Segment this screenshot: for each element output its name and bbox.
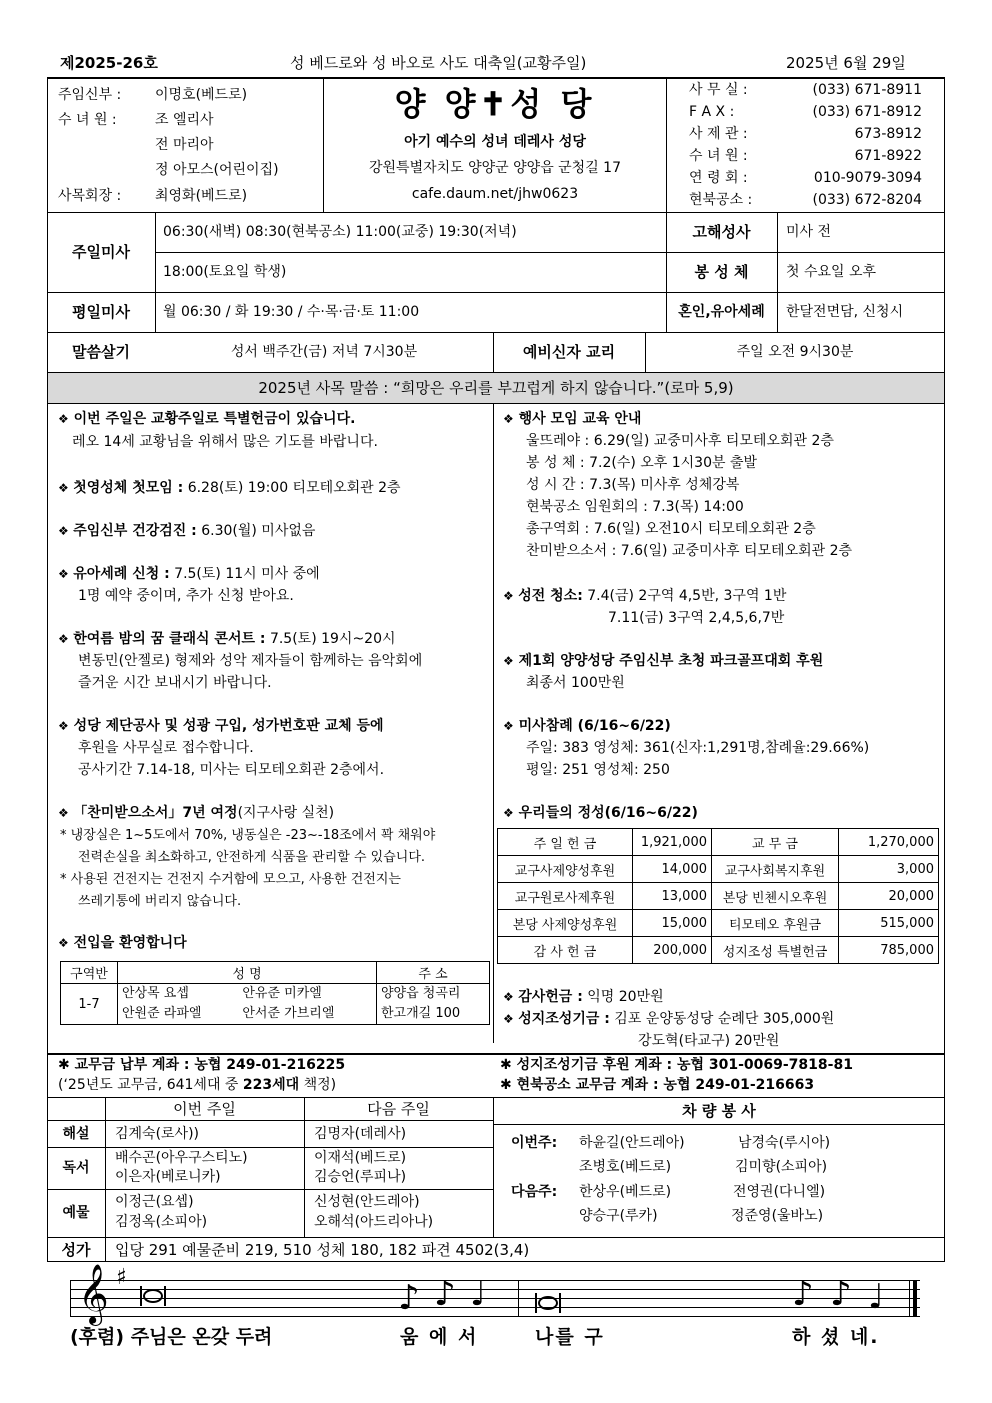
- contact-value: (033) 671-8912: [812, 104, 922, 120]
- hymns-list: 입당 291 예물준비 219, 510 성체 180, 182 파견 4502(3,4): [115, 1241, 530, 1259]
- contact-label: 연 령 회 :: [689, 170, 748, 186]
- accounts-holy: 성지조성기금 후원 계좌 : 농협 301-0069-7818-81: [516, 1057, 853, 1073]
- table-cell: 1-7: [61, 984, 118, 1025]
- notice-body: 냉장실은 1~5도에서 70%, 냉동실은 -23~-18조에서 꽉 채워야: [70, 828, 436, 843]
- nun-name: 전 마리아: [155, 137, 214, 153]
- note-icon: [538, 1296, 558, 1310]
- notice-body: 즐거운 시간 보내시기 바랍니다.: [78, 675, 272, 691]
- contact-value: 673-8912: [854, 126, 922, 142]
- table-cell: 본당 빈첸시오후원: [712, 883, 839, 910]
- next-week-header: 다음 주일: [367, 1100, 430, 1118]
- newcomer-name: 안유준 미카엘: [242, 986, 322, 1001]
- table-header: 구역반: [61, 962, 118, 984]
- marriage-baptism-label: 혼인,유아세례: [678, 304, 765, 320]
- notice-body: 6.30(월) 미사없음: [201, 523, 316, 539]
- table-header: 성 명: [118, 962, 377, 984]
- newcomer-name: 안상목 요셉: [122, 986, 189, 1001]
- note-icon: ♪: [792, 1274, 814, 1314]
- communion-label: 봉 성 체: [694, 263, 749, 281]
- contact-value: (033) 672-8204: [812, 192, 922, 208]
- table-cell: 785,000: [839, 937, 939, 964]
- table-row: [498, 856, 939, 883]
- diamond-bullet-icon: ❖: [503, 1012, 514, 1026]
- contact-label: 수 녀 원 :: [689, 148, 748, 164]
- notice-title: 첫영성체 첫모임 :: [73, 480, 184, 496]
- feast-title: 성 베드로와 성 바오로 사도 대축일(교황주일): [290, 54, 587, 72]
- role-label: 해설: [62, 1126, 90, 1142]
- church-address: 강원특별자치도 양양군 양양읍 군청길 17: [369, 160, 621, 176]
- diamond-bullet-icon: ❖: [503, 806, 514, 820]
- church-subtitle: 아기 예수의 성녀 데레사 성당: [404, 134, 586, 150]
- table-cell: 본당 사제양성후원: [498, 910, 633, 937]
- role-person: 김정옥(소피아): [115, 1214, 208, 1230]
- notice-title: 유아세례 신청 :: [73, 566, 170, 582]
- newcomer-name: 안원준 라파엘: [122, 1006, 202, 1021]
- holy-fund-donor: 김포 운양동성당 순례단 305,000원: [614, 1011, 835, 1027]
- word-living-info: 성서 백주간(금) 저녁 7시30분: [230, 344, 418, 360]
- attendance-weekday: 평일: 251 영성체: 250: [526, 762, 670, 778]
- note-icon: ♪: [830, 1274, 852, 1314]
- notice-body: 공사기간 7.14-18, 미사는 티모테오회관 2층에서.: [78, 762, 385, 778]
- diamond-bullet-icon: ❖: [58, 806, 69, 820]
- weekday-mass-label: 평일미사: [72, 303, 130, 321]
- table-cell: 20,000: [839, 883, 939, 910]
- table-cell: 교구사회복지후원: [712, 856, 839, 883]
- holy-fund-donor: 강도혁(타교구) 20만원: [638, 1033, 780, 1049]
- pastoral-motto: 2025년 사목 말씀 : “희망은 우리를 부끄럽게 하지 않습니다.”(로마 5,9): [258, 379, 734, 397]
- lyric-line: 하 셨 네.: [792, 1326, 880, 1348]
- thanks-label: 감사헌금 :: [518, 989, 583, 1005]
- council-name: 최영화(베드로): [155, 188, 248, 204]
- notice-title: 성당 제단공사 및 성광 구입, 성가번호판 교체 등에: [73, 718, 384, 734]
- diamond-bullet-icon: ❖: [503, 589, 514, 603]
- confession-time: 미사 전: [786, 224, 832, 240]
- sunday-student-mass: 18:00(토요일 학생): [163, 264, 287, 280]
- nun-name: 정 아모스(어린이집): [155, 162, 279, 178]
- attendance-sunday: 주일: 383 영성체: 361(신자:1,291명,참례율:29.66%): [526, 740, 870, 756]
- newcomer-name: 안서준 가브리엘: [242, 1006, 335, 1021]
- event-item: 찬미받으소서 : 7.6(일) 교중미사후 티모테오회관 2층: [526, 543, 853, 559]
- hymns-label: 성가: [61, 1241, 91, 1259]
- table-row: [498, 937, 939, 964]
- table-cell: 교구원로사제후원: [498, 883, 633, 910]
- notice-title: 이번 주일은 교황주일로 특별헌금이 있습니다.: [73, 411, 356, 427]
- confession-label: 고해성사: [692, 223, 751, 241]
- table-cell: 성지조성 특별헌금: [712, 937, 839, 964]
- nun-name: 조 엘리사: [155, 112, 214, 128]
- notice-title: 성전 청소:: [518, 588, 583, 604]
- event-item: 성 시 간 : 7.3(목) 미사후 성체강복: [526, 477, 740, 493]
- nuns-label: 수 녀 원 :: [58, 112, 117, 128]
- lyric-line: (후렴) 주님은 온갖 두려: [70, 1326, 273, 1348]
- table-cell: 1,921,000: [633, 829, 712, 856]
- table-cell: 감 사 헌 금: [498, 937, 633, 964]
- sharp-icon: ♯: [116, 1265, 127, 1290]
- newcomer-address: 한고개길 100: [381, 1006, 461, 1021]
- note-icon: ♩: [470, 1274, 487, 1314]
- marriage-baptism-info: 한달전면담, 신청시: [786, 304, 904, 320]
- role-person: 이은자(베로니카): [115, 1169, 221, 1185]
- table-cell: 티모테오 후원금: [712, 910, 839, 937]
- diamond-bullet-icon: ❖: [58, 567, 69, 581]
- notice-body: 1명 예약 중이며, 추가 신청 받아요.: [78, 588, 294, 604]
- role-person: 김승언(루피나): [314, 1169, 407, 1185]
- table-cell: 515,000: [839, 910, 939, 937]
- diamond-bullet-icon: ❖: [503, 990, 514, 1004]
- notice-title: 전입을 환영합니다: [73, 935, 187, 951]
- sunday-mass-times: 06:30(새벽) 08:30(현북공소) 11:00(교중) 19:30(저녁): [163, 224, 517, 240]
- thanks-donor: 익명 20만원: [587, 989, 664, 1005]
- notice-body: 변동민(안젤로) 형제와 성악 제자들이 함께하는 음악회에: [78, 653, 423, 669]
- table-cell: 3,000: [839, 856, 939, 883]
- diamond-bullet-icon: ❖: [58, 936, 69, 950]
- event-item: 울뜨레야 : 6.29(일) 교중미사후 티모테오회관 2층: [526, 433, 834, 449]
- issue-number: 제2025-26호: [60, 54, 158, 72]
- note-icon: ♪: [434, 1274, 456, 1314]
- newcomers-table: [60, 961, 490, 1025]
- table-header: 주 소: [377, 962, 490, 984]
- vehicle-person: 전영권(다니엘): [733, 1184, 826, 1200]
- diamond-bullet-icon: ❖: [58, 481, 69, 495]
- table-cell: 14,000: [633, 856, 712, 883]
- lyric-line: 나를 구: [535, 1326, 605, 1348]
- vehicle-person: 남경숙(루시아): [738, 1135, 831, 1151]
- vehicle-person: 한상우(베드로): [579, 1184, 672, 1200]
- weekday-mass-times: 월 06:30 / 화 19:30 / 수·목·금·토 11:00: [163, 304, 420, 320]
- pastor-label: 주임신부 :: [58, 87, 122, 103]
- role-person: 이정근(요셉): [115, 1194, 194, 1210]
- notice-body: 7.5(토) 19시~20시: [269, 631, 396, 647]
- diamond-bullet-icon: ❖: [58, 412, 69, 426]
- note-icon: ♪: [398, 1278, 420, 1318]
- notice-body: 7.11(금) 3구역 2,4,5,6,7반: [608, 610, 785, 626]
- note-icon: [143, 1289, 163, 1303]
- role-person: 배수곤(아우구스티노): [115, 1150, 248, 1166]
- table-cell: 200,000: [633, 937, 712, 964]
- notice-title: 주임신부 건강검진 :: [73, 523, 197, 539]
- contact-value: (033) 671-8911: [812, 82, 922, 98]
- contact-label: 사 제 관 :: [689, 126, 748, 142]
- diamond-bullet-icon: ❖: [503, 412, 514, 426]
- vehicle-next-label: 다음주:: [511, 1184, 558, 1200]
- church-website[interactable]: cafe.daum.net/jhw0623: [411, 186, 579, 202]
- council-label: 사목회장 :: [58, 188, 122, 204]
- accounts-tithe: 교무금 납부 계좌 : 농협 249-01-216225: [74, 1057, 346, 1073]
- notice-body: 7.4(금) 2구역 4,5반, 3구역 1반: [587, 588, 787, 604]
- table-cell: 교구사제양성후원: [498, 856, 633, 883]
- role-person: 김명자(데레사): [314, 1126, 407, 1142]
- accounts-hyunbuk: 현북공소 교무금 계좌 : 농협 249-01-216663: [516, 1077, 815, 1093]
- role-person: 오해석(아드리아나): [314, 1214, 434, 1230]
- table-row: [498, 829, 939, 856]
- notice-title: 제1회 양양성당 주임신부 초청 파크골프대회 후원: [518, 653, 824, 669]
- notice-body: 사용된 건전지는 건전지 수거함에 모으고, 사용한 건전지는: [70, 872, 401, 887]
- newcomer-address: 양양읍 청곡리: [381, 986, 461, 1001]
- notice-body: 레오 14세 교황님을 위해서 많은 기도를 바랍니다.: [72, 434, 378, 450]
- diamond-bullet-icon: ❖: [58, 524, 69, 538]
- notice-title: 「찬미받으소서」7년 여정: [73, 805, 238, 821]
- contact-label: 현북공소 :: [689, 192, 753, 208]
- communion-time: 첫 수요일 오후: [786, 264, 877, 280]
- notice-title: 미사참례 (6/16~6/22): [518, 718, 671, 734]
- contact-label: F A X :: [689, 104, 735, 120]
- notice-title: 우리들의 정성(6/16~6/22): [518, 805, 698, 821]
- table-cell: 1,270,000: [839, 829, 939, 856]
- vehicle-person: 조병호(베드로): [579, 1159, 672, 1175]
- diamond-bullet-icon: ❖: [58, 632, 69, 646]
- notice-body: 후원을 사무실로 접수합니다.: [78, 740, 254, 756]
- notice-title: 행사 모임 교육 안내: [518, 411, 642, 427]
- table-cell: 교 무 금: [712, 829, 839, 856]
- notice-body: 쓰레기통에 버리지 않습니다.: [78, 894, 242, 909]
- notice-body: 최종서 100만원: [526, 675, 625, 691]
- role-label: 독서: [62, 1160, 90, 1176]
- table-cell: 주 일 헌 금: [498, 829, 633, 856]
- notice-body: 7.5(토) 11시 미사 중에: [174, 566, 320, 582]
- role-person: 김계숙(로사)): [115, 1126, 200, 1142]
- sunday-mass-label: 주일미사: [72, 243, 130, 261]
- event-item: 총구역회 : 7.6(일) 오전10시 티모테오회관 2층: [526, 521, 816, 537]
- role-label: 예물: [62, 1205, 90, 1221]
- vehicle-title: 차 량 봉 사: [682, 1102, 756, 1120]
- diamond-bullet-icon: ❖: [503, 719, 514, 733]
- vehicle-person: 양승구(루카): [579, 1208, 658, 1224]
- diamond-bullet-icon: ❖: [503, 654, 514, 668]
- issue-date: 2025년 6월 29일: [786, 54, 906, 72]
- role-person: 이재석(베드로): [314, 1150, 407, 1166]
- catechumen-info: 주일 오전 9시30분: [736, 344, 854, 360]
- table-cell: 13,000: [633, 883, 712, 910]
- accounts-tithe-count: 223세대: [242, 1077, 300, 1093]
- vehicle-person: 정준영(울바노): [731, 1208, 824, 1224]
- word-living-label: 말씀살기: [72, 343, 130, 361]
- lyric-line: 움 에 서: [400, 1326, 479, 1348]
- vehicle-person: 하윤길(안드레아): [579, 1135, 685, 1151]
- holy-fund-label: 성지조성기금 :: [518, 1011, 610, 1027]
- table-row: [498, 883, 939, 910]
- notice-body: 6.28(토) 19:00 티모테오회관 2층: [187, 480, 401, 496]
- notice-subtitle: (지구사랑 실천): [237, 805, 335, 821]
- diamond-bullet-icon: ❖: [58, 719, 69, 733]
- event-item: 봉 성 체 : 7.2(수) 오후 1시30분 출발: [526, 455, 758, 471]
- church-name: 양 양✝성 당: [394, 85, 596, 123]
- treble-clef-icon: 𝄞: [78, 1264, 109, 1324]
- notice-body: 전력손실을 최소화하고, 안전하게 식품을 관리할 수 있습니다.: [78, 850, 426, 865]
- accounts-tithe-note: 책정): [299, 1077, 337, 1093]
- vehicle-person: 김미향(소피아): [735, 1159, 828, 1175]
- table-cell: 15,000: [633, 910, 712, 937]
- this-week-header: 이번 주일: [173, 1100, 236, 1118]
- notice-title: 한여름 밤의 꿈 클래식 콘서트 :: [73, 631, 266, 647]
- contact-label: 사 무 실 :: [689, 82, 748, 98]
- pastor-name: 이명호(베드로): [155, 87, 248, 103]
- catechumen-label: 예비신자 교리: [522, 343, 616, 361]
- vehicle-this-label: 이번주:: [511, 1135, 558, 1151]
- contact-value: 010-9079-3094: [813, 170, 922, 186]
- offerings-table: [497, 828, 939, 964]
- accounts-tithe-note: (‘25년도 교무금, 641세대 중: [58, 1077, 243, 1093]
- event-item: 현북공소 임원회의 : 7.3(목) 14:00: [526, 499, 744, 515]
- note-icon: ♩: [868, 1277, 885, 1317]
- role-person: 신성현(안드레아): [314, 1194, 420, 1210]
- contact-value: 671-8922: [854, 148, 922, 164]
- table-row: [498, 910, 939, 937]
